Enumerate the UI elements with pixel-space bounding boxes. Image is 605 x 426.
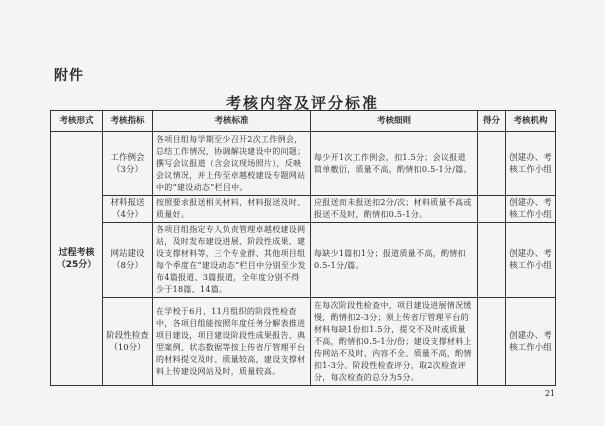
org-cell: 创建办、考核工作小组 <box>506 132 556 196</box>
indicator-cell <box>103 196 153 223</box>
org-cell: 创建办、考核工作小组 <box>506 223 556 298</box>
indicator-cell <box>103 298 153 386</box>
annex-label: 附件 <box>54 68 84 84</box>
form-name: 过程考核 <box>58 247 95 258</box>
org-cell: 创建办、考核工作小组 <box>506 298 556 386</box>
detail-cell: 应报送而未报送扣2分/次；材料质量不高或报送不及时，酌情扣0.5-1分。 <box>311 196 478 223</box>
standard-cell: 各项目组每学期至少召开2次工作例会，总结工作情况，协调解决建设中的问题；撰写会议报道（含会议现场照片），反映会议情况，并上传至卓越校建设专题网站中的“建设动态”栏目中。 <box>153 132 311 196</box>
indicator-points: （4分） <box>112 210 143 220</box>
page-title: 考核内容及评分标准 <box>225 94 379 112</box>
org-cell: 创建办、考核工作小组 <box>506 196 556 223</box>
table-row <box>51 298 556 386</box>
standard-cell: 在学校于6月、11月组织的阶段性检查中，各项目组能按照年度任务分解表推进项目建设，项目建设阶段性成果报告、典型案例、状态数据等按上传省厅管理平台的材料提交及时、质量较高，建设支撑材料上传建设网站及时，质量较高。 <box>153 298 311 386</box>
indicator-points: （3分） <box>112 164 143 175</box>
header-form: 考核形式 <box>51 111 103 132</box>
form-points: （25分） <box>56 259 97 270</box>
indicator-points: （8分） <box>112 261 143 271</box>
table-row <box>51 223 556 298</box>
indicator-name: 网站建设 <box>110 249 145 259</box>
score-cell <box>478 223 506 298</box>
score-cell <box>478 132 506 196</box>
standard-cell: 按照要求报送相关材料，材料报送及时、质量好。 <box>153 196 311 223</box>
header-detail: 考核细则 <box>311 111 478 132</box>
detail-cell: 在每次阶段性检查中，项目建设进展情况缓慢，酌情扣2-3分；须上传省厅管理平台的材料每缺1份扣1.5分，提交不及时或质量不高，酌情扣0.5-1分/份；建设支撑材料上传网站不及时、内容不全、质量不高，酌情扣1-3分。阶段性检查评分，取2次检查评分，每次检查的总分为5分。 <box>311 298 478 386</box>
page-number: 21 <box>544 389 555 398</box>
table-row <box>51 196 556 223</box>
table-header-row <box>51 111 556 132</box>
standard-cell: 各项目组指定专人负责管理卓越校建设网站，及时发布建设进展、阶段性成果、建设支撑材料等，三个专业群、其他项目组每个季度在“建设动态”栏目中分别至少发布4篇报道、3篇报道，全年度分别不得少于18篇、14篇。 <box>153 223 311 298</box>
indicator-cell <box>103 132 153 196</box>
header-score: 得分 <box>478 111 506 132</box>
detail-cell: 每缺少1篇扣1分；报道质量不高，酌情扣0.5-1分/篇。 <box>311 223 478 298</box>
indicator-name: 阶段性检查 <box>106 330 149 341</box>
detail-cell: 每少开1次工作例会，扣1.5分；会议报道简单敷衍，质量不高，酌情扣0.5-1分/篇。 <box>311 132 478 196</box>
header-indicator: 考核指标 <box>103 111 153 132</box>
indicator-name: 工作例会 <box>110 152 145 163</box>
header-org: 考核机构 <box>506 111 556 132</box>
indicator-name: 材料报送 <box>110 198 145 208</box>
indicator-points: （10分） <box>109 342 146 353</box>
indicator-cell <box>103 223 153 298</box>
score-cell <box>478 298 506 386</box>
table-row <box>51 132 556 196</box>
assessment-form-cell <box>51 132 103 386</box>
header-standard: 考核标准 <box>153 111 311 132</box>
score-cell <box>478 196 506 223</box>
assessment-table <box>50 110 556 386</box>
